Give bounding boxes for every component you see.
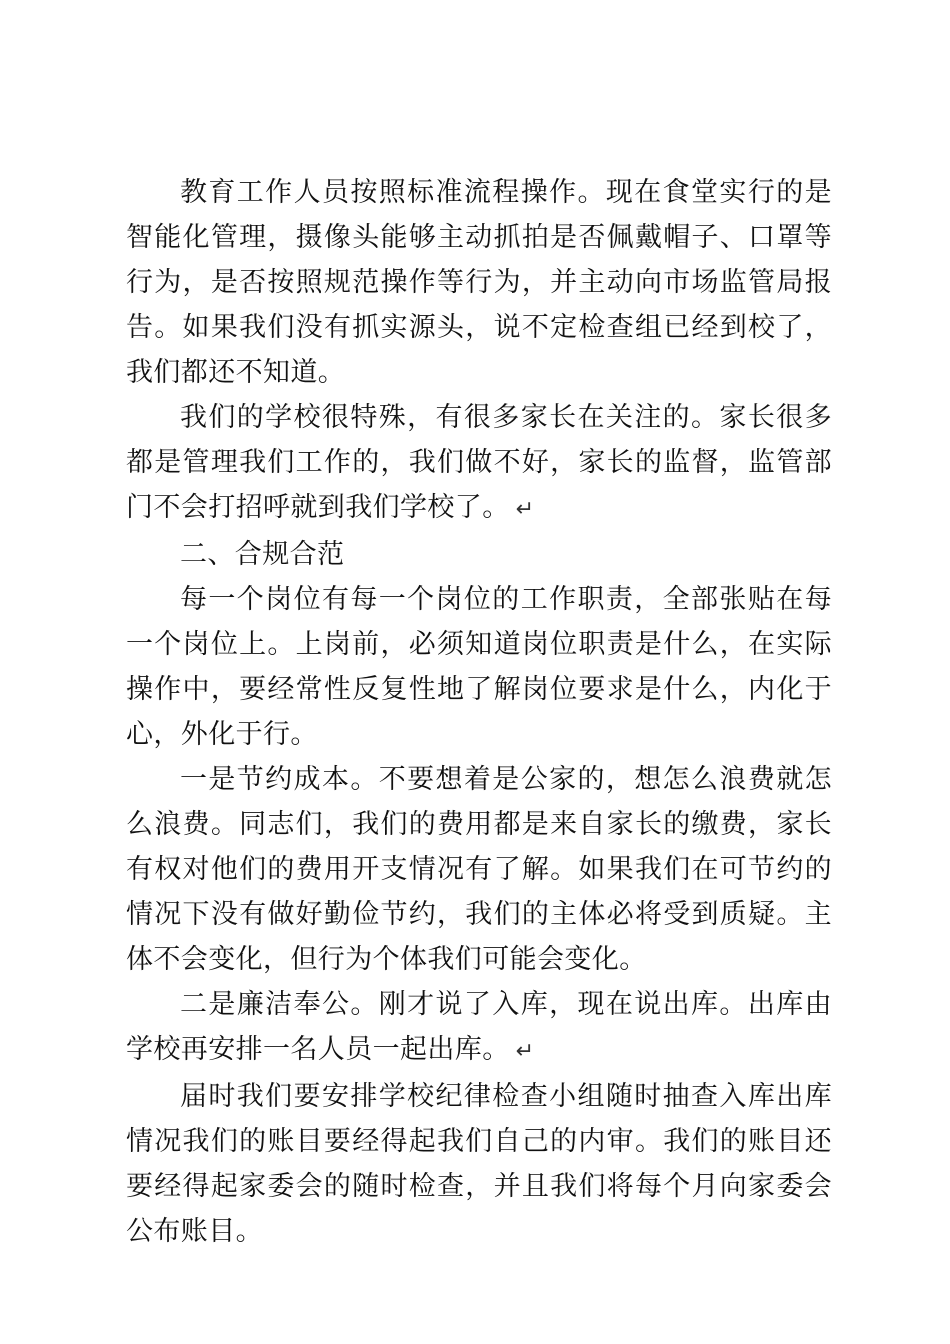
paragraph-text: 届时我们要安排学校纪律检查小组随时抽查入库出库情况我们的账目要经得起我们自己的内审。我们的账目还要经得起家委会的随时检查，并且我们将每个月向家委会公布账目。 [126, 1081, 832, 1247]
paragraph-mark-icon: ↵ [515, 497, 535, 522]
paragraph-text: 一是节约成本。不要想着是公家的，想怎么浪费就怎么浪费。同志们，我们的费用都是来自家长的缴费，家长有权对他们的费用开支情况有了解。如果我们在可节约的情况下没有做好勤俭节约，我们的主体必将受到质疑。主体不会变化，但行为个体我们可能会变化。 [126, 764, 832, 975]
document-body [126, 170, 832, 1254]
paragraph-text: 我们的学校很特殊，有很多家长在关注的。家长很多都是管理我们工作的，我们做不好，家长的监督，监管部门不会打招呼就到我们学校了。 [126, 402, 832, 523]
paragraph-5 [126, 757, 832, 982]
section-heading [126, 532, 832, 577]
paragraph-text: 每一个岗位有每一个岗位的工作职责，全部张贴在每一个岗位上。上岗前，必须知道岗位职责是什么，在实际操作中，要经常性反复性地了解岗位要求是什么，内化于心，外化于行。 [126, 584, 832, 750]
paragraph-1 [126, 170, 832, 395]
paragraph-2 [126, 395, 832, 532]
paragraph-mark-icon: ↵ [515, 1039, 535, 1064]
section-heading-text: 二、合规合范 [180, 539, 345, 570]
paragraph-4 [126, 577, 832, 757]
paragraph-7 [126, 1074, 832, 1254]
paragraph-6 [126, 982, 832, 1074]
paragraph-text: 二是廉洁奉公。刚才说了入库，现在说出库。出库由学校再安排一名人员一起出库。 [126, 989, 832, 1065]
paragraph-text: 教育工作人员按照标准流程操作。现在食堂实行的是智能化管理，摄像头能够主动抓拍是否佩戴帽子、口罩等行为，是否按照规范操作等行为，并主动向市场监管局报告。如果我们没有抓实源头，说不定检查组已经到校了，我们都还不知道。 [126, 177, 832, 388]
